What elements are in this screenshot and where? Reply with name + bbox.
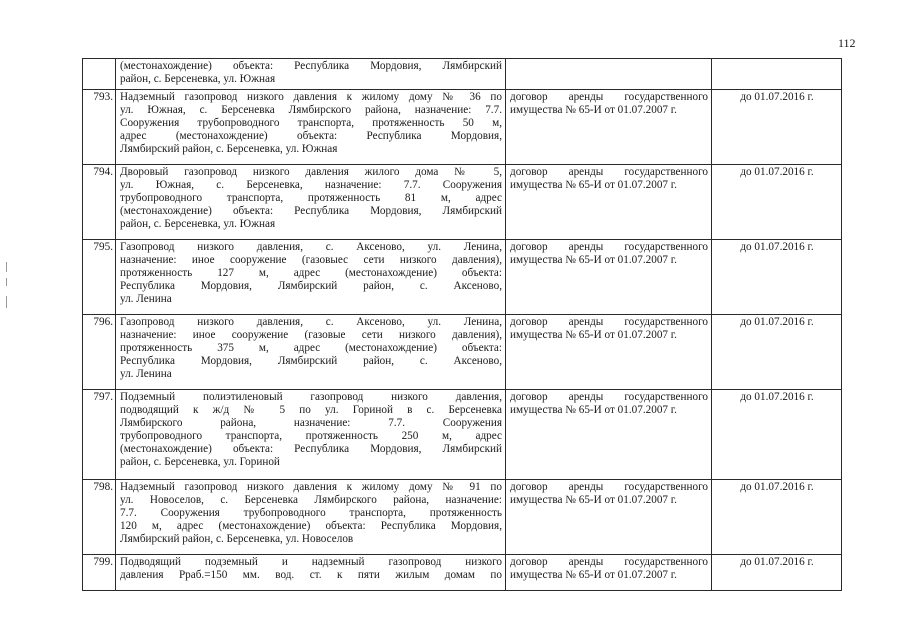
- description-line: ул. Южная, с. Берсеневка, назначение: 7.7. Сооружения: [120, 179, 502, 192]
- term-date: до 01.07.2016 г.: [712, 90, 842, 165]
- row-number: 796.: [83, 315, 116, 390]
- table-row: [83, 90, 842, 165]
- description-line: ул. Ленина: [120, 293, 172, 306]
- description-line: район, с. Берсеневка, ул. Южная: [120, 73, 276, 86]
- description-line: Лямбирский район, с. Берсеневка, ул. Новоселов: [120, 533, 354, 546]
- description-line: назначение: иное сооружение (газовыес сети низкого давления),: [120, 254, 502, 267]
- description-line: Республика Мордовия, Лямбирский район, с. Аксеново,: [120, 355, 502, 368]
- object-description: [116, 480, 506, 555]
- term-date: до 01.07.2016 г.: [712, 555, 842, 591]
- description-line: протяженность 375 м, адрес (местонахождение) объекта:: [120, 342, 502, 355]
- lease-agreement: [506, 555, 712, 591]
- lease-agreement: [506, 315, 712, 390]
- description-line: (местонахождение) объекта: Республика Мордовия, Лямбирский: [120, 60, 502, 72]
- description-line: (местонахождение) объекта: Республика Мордовия, Лямбирский: [120, 443, 502, 456]
- lease-agreement: [506, 59, 712, 90]
- scan-mark: [6, 296, 7, 308]
- description-line: Подводящий подземный и надземный газопровод низкого: [120, 556, 502, 568]
- agreement-line: имущества № 65-И от 01.07.2007 г.: [510, 569, 677, 582]
- scan-mark: [6, 262, 7, 272]
- lease-agreement: [506, 390, 712, 480]
- description-line: район, с. Берсеневка, ул. Южная: [120, 218, 276, 231]
- agreement-line: договор аренды государственного: [510, 166, 708, 178]
- object-description: [116, 555, 506, 591]
- description-line: Подземный полиэтиленовый газопровод низкого давления,: [120, 391, 502, 403]
- agreement-line: имущества № 65-И от 01.07.2007 г.: [510, 179, 677, 192]
- term-date: до 01.07.2016 г.: [712, 480, 842, 555]
- description-line: ул. Ленина: [120, 368, 172, 381]
- description-line: трубопроводного транспорта, протяженность 250 м, адрес: [120, 430, 502, 443]
- description-line: давления Рраб.=150 мм. вод. ст. к пяти жилым домам по: [120, 569, 502, 582]
- lease-agreement: [506, 240, 712, 315]
- description-line: Республика Мордовия, Лямбирский район, с. Аксеново,: [120, 280, 502, 293]
- description-line: подводящий к ж/д № 5 по ул. Гориной в с. Берсеневка: [120, 404, 502, 417]
- agreement-line: договор аренды государственного: [510, 481, 708, 493]
- description-line: Надземный газопровод низкого давления к жилому дому № 91 по: [120, 481, 502, 493]
- page-number: 112: [838, 36, 856, 50]
- description-line: Надземный газопровод низкого давления к жилому дому № 36 по: [120, 91, 502, 103]
- object-description: [116, 165, 506, 240]
- lease-agreement: [506, 165, 712, 240]
- agreement-line: договор аренды государственного: [510, 316, 708, 328]
- term-date: [712, 59, 842, 90]
- row-number: 794.: [83, 165, 116, 240]
- agreement-line: договор аренды государственного: [510, 391, 708, 403]
- lease-agreement: [506, 480, 712, 555]
- description-line: Сооружения трубопроводного транспорта, протяженность 50 м,: [120, 117, 502, 130]
- term-date: до 01.07.2016 г.: [712, 165, 842, 240]
- description-line: назначение: иное сооружение (газовые сети низкого давления),: [120, 329, 502, 342]
- term-date: до 01.07.2016 г.: [712, 240, 842, 315]
- registry-body: [83, 59, 842, 591]
- object-description: [116, 390, 506, 480]
- description-line: трубопроводного транспорта, протяженность 81 м, адрес: [120, 192, 502, 205]
- description-line: Газопровод низкого давления, с. Аксеново, ул. Ленина,: [120, 316, 502, 328]
- row-number: 798.: [83, 480, 116, 555]
- description-line: Газопровод низкого давления, с. Аксеново, ул. Ленина,: [120, 241, 502, 253]
- description-line: ул. Южная, с. Берсеневка Лямбирского района, назначение: 7.7.: [120, 104, 502, 117]
- description-line: район, с. Берсеневка, ул. Гориной: [120, 456, 280, 469]
- description-line: Лямбирский район, с. Берсеневка, ул. Южная: [120, 143, 338, 156]
- description-line: Дворовый газопровод низкого давления жилого дома № 5,: [120, 166, 502, 178]
- scan-mark: [6, 278, 7, 286]
- agreement-line: договор аренды государственного: [510, 91, 708, 103]
- term-date: до 01.07.2016 г.: [712, 390, 842, 480]
- description-line: 120 м, адрес (местонахождение) объекта: Республика Мордовия,: [120, 520, 502, 533]
- row-number: 795.: [83, 240, 116, 315]
- table-row: [83, 59, 842, 90]
- agreement-line: имущества № 65-И от 01.07.2007 г.: [510, 254, 677, 267]
- object-description: [116, 240, 506, 315]
- table-row: [83, 480, 842, 555]
- row-number: 793.: [83, 90, 116, 165]
- object-description: [116, 90, 506, 165]
- table-row: [83, 165, 842, 240]
- row-number: [83, 59, 116, 90]
- description-line: ул. Новоселов, с. Берсеневка Лямбирского района, назначение:: [120, 494, 502, 507]
- agreement-line: имущества № 65-И от 01.07.2007 г.: [510, 104, 677, 117]
- description-line: адрес (местонахождение) объекта: Республика Мордовия,: [120, 130, 502, 143]
- agreement-line: имущества № 65-И от 01.07.2007 г.: [510, 404, 677, 417]
- lease-agreement: [506, 90, 712, 165]
- property-registry-table: [82, 58, 842, 591]
- table-row: [83, 240, 842, 315]
- description-line: 7.7. Сооружения трубопроводного транспорта, протяженность: [120, 507, 502, 520]
- agreement-line: имущества № 65-И от 01.07.2007 г.: [510, 329, 677, 342]
- table-row: [83, 315, 842, 390]
- description-line: протяженность 127 м, адрес (местонахождение) объекта:: [120, 267, 502, 280]
- object-description: [116, 315, 506, 390]
- description-line: Лямбирского района, назначение: 7.7. Сооружения: [120, 417, 502, 430]
- row-number: 799.: [83, 555, 116, 591]
- object-description: [116, 59, 506, 90]
- table-row: [83, 555, 842, 591]
- description-line: (местонахождение) объекта: Республика Мордовия, Лямбирский: [120, 205, 502, 218]
- table-row: [83, 390, 842, 480]
- agreement-line: имущества № 65-И от 01.07.2007 г.: [510, 494, 677, 507]
- agreement-line: договор аренды государственного: [510, 241, 708, 253]
- term-date: до 01.07.2016 г.: [712, 315, 842, 390]
- agreement-line: договор аренды государственного: [510, 556, 708, 568]
- row-number: 797.: [83, 390, 116, 480]
